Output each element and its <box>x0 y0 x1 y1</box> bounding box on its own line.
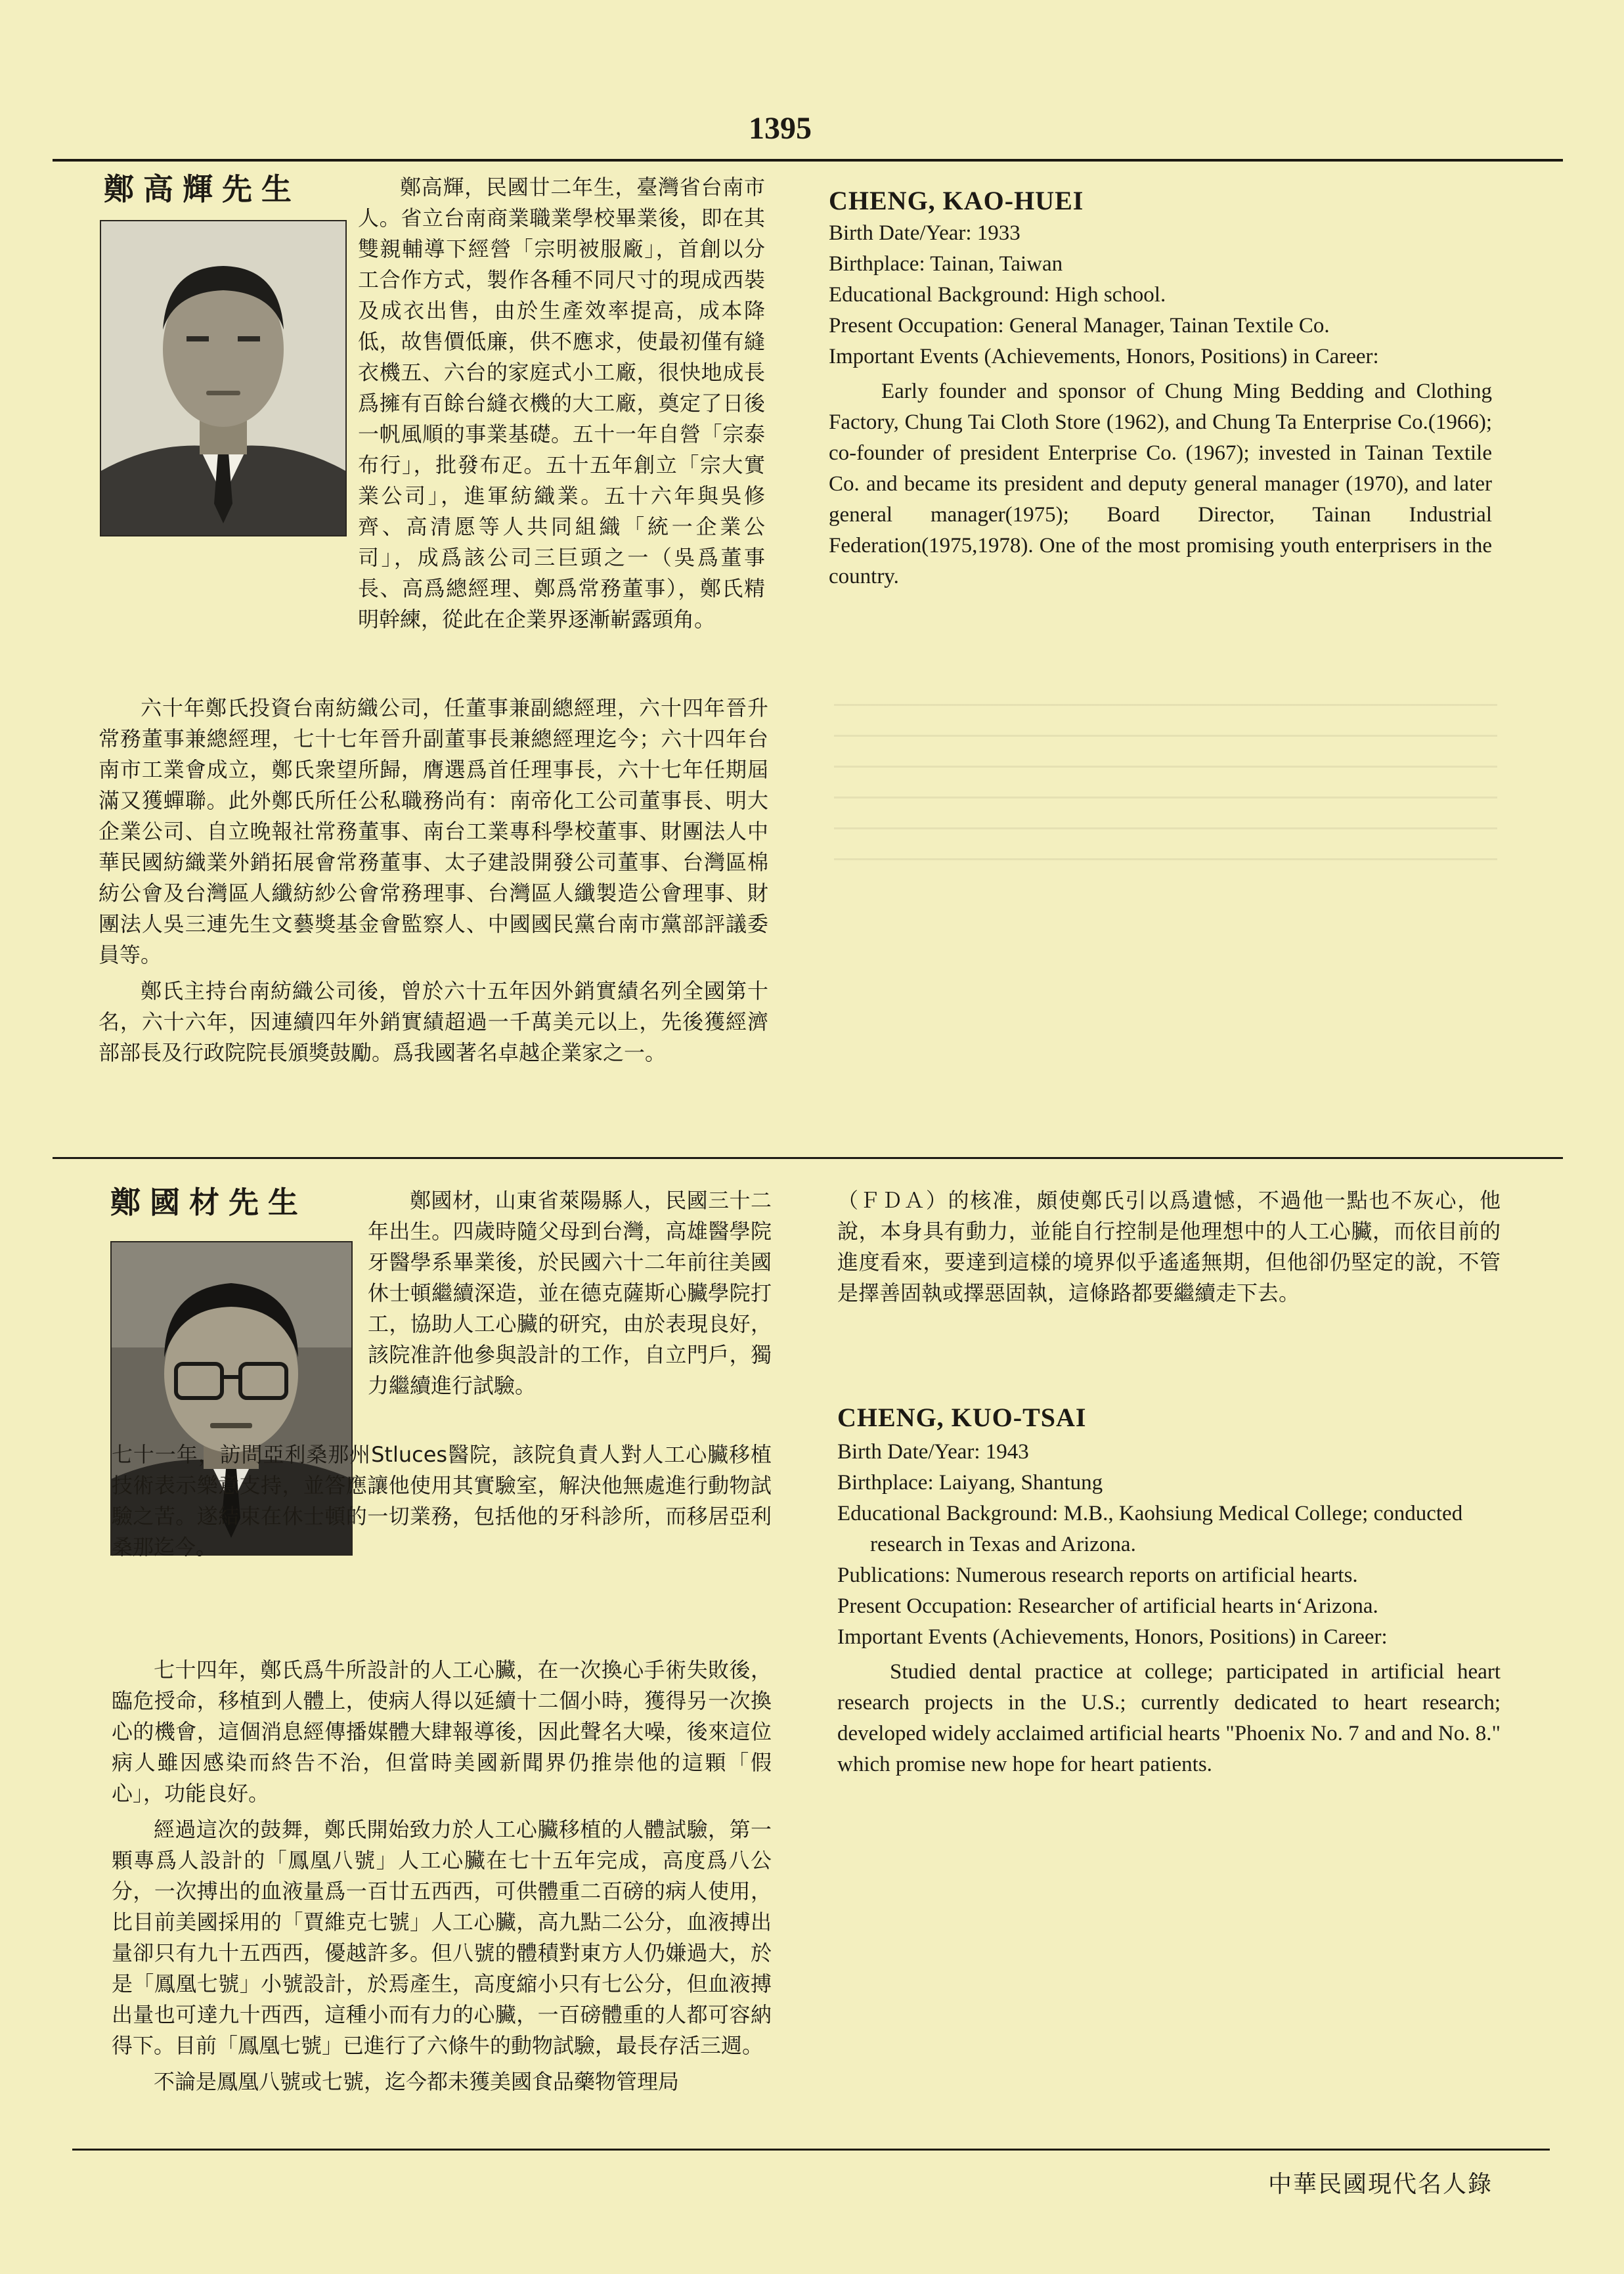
entry1-english-name: CHENG, KAO-HUEI <box>829 186 1084 215</box>
entry1-chinese-paragraph: 鄭氏主持台南紡織公司後，曾於六十五年因外銷實績名列全國第十名，六十六年，因連續四年外銷實績超過一千萬美元以上，先後獲經濟部部長及行政院院長頒獎鼓勵。爲我國著名卓越企業家之一。 <box>99 978 768 1065</box>
entry2-birth-date: Birth Date/Year: 1943 <box>837 1440 1029 1464</box>
entry2-chinese-paragraph: 七十四年，鄭氏爲牛所設計的人工心臟，在一次換心手術失敗後，臨危授命，移植到人體上，使病人得以延續十二個小時，獲得另一次換心的機會，這個消息經傳播媒體大肆報導後，因此聲名大噪，後來這位病人雖因感染而終告不治，但當時美國新聞界仍推崇他的這顆「假心」，功能良好。 <box>112 1657 772 1806</box>
entry2-events-text: Studied dental practice at college; participated in artificial heart research projects in the U.S.; currently dedicated to heart research; developed widely acclaimed artificial hearts "Phoenix No. 7 and and No. 8." which promise new hope for heart patients. <box>837 1660 1501 1776</box>
entry2-chinese-second: 七十一年，訪問亞利桑那州Stluces醫院，該院負責人對人工心臟移植技術表示樂意支持，並答應讓他使用其實驗室，解決他無處進行動物試驗之苦。遂結束在休士頓的一切業務，包括他的牙科診所，而移居亞利桑那迄今。 <box>112 1442 772 1560</box>
entry2-chinese-paragraph: 不論是鳳凰八號或七號，迄今都未獲美國食品藥物管理局 <box>154 2069 680 2094</box>
entry2-chinese-body <box>112 1655 772 2097</box>
entry2-publications: Publications: Numerous research reports on artificial hearts. <box>837 1563 1358 1587</box>
entry2-chinese-intro: 鄭國材，山東省萊陽縣人，民國三十二年出生。四歲時隨父母到台灣，高雄醫學院牙醫學系畢業後，於民國六十二年前往美國休士頓繼續深造，並在德克薩斯心臟學院打工，協助人工心臟的研究，由於表現良好，該院准許他參與設計的工作，自立門戶，獨力繼續進行試驗。 <box>368 1188 772 1398</box>
entry2-english-name: CHENG, KUO-TSAI <box>837 1403 1087 1432</box>
footer-book-title: 中華民國現代名人錄 <box>1267 2171 1493 2198</box>
middle-rule <box>53 1157 1563 1159</box>
entry1-birthplace: Birthplace: Tainan, Taiwan <box>829 252 1063 276</box>
page-number: 1395 <box>749 111 812 146</box>
entry2-events-label: Important Events (Achievements, Honors, Positions) in Career: <box>837 1625 1388 1649</box>
bleed-through-texture <box>834 689 1497 860</box>
entry1-birth-date: Birth Date/Year: 1933 <box>829 221 1020 245</box>
entry1-english-details <box>829 218 1492 592</box>
entry1-events-label: Important Events (Achievements, Honors, Positions) in Career: <box>829 345 1379 368</box>
entry1-chinese-paragraph: 六十年鄭氏投資台南紡織公司，任董事兼副總經理，六十四年晉升常務董事兼總經理，七十七年晉升副董事長兼總經理迄今；六十四年台南市工業會成立，鄭氏衆望所歸，膺選爲首任理事長，六十七年任期屆滿又獲蟬聯。此外鄭氏所任公私職務尚有：南帝化工公司董事長、明大企業公司、自立晚報社常務董事、南台工業專科學校董事、財團法人中華民國紡織業外銷拓展會常務董事、太子建設開發公司董事、台灣區棉紡公會及台灣區人纖紡紗公會常務理事、台灣區人纖製造公會理事、財團法人吳三連先生文藝獎基金會監察人、中國國民黨台南市黨部評議委員等。 <box>99 695 768 967</box>
entry1-chinese-body <box>99 693 768 1068</box>
entry1-occupation: Present Occupation: General Manager, Tainan Textile Co. <box>829 314 1330 338</box>
entry1-events-text: Early founder and sponsor of Chung Ming Bedding and Clothing Factory, Chung Tai Cloth Store (1962), and Chung Ta Enterprise Co.(1966); co-founder of president Enterprise Co. (1967); invested in Tainan Textile Co. and became its president and deputy general manager (1970), and later general manager(1975); Board Director, Tainan Industrial Federation(1975,1978). One of the most promising youth enterprisers in the country. <box>829 380 1492 588</box>
entry2-education: Educational Background: M.B., Kaohsiung Medical College; conducted research in Texas and Arizona. <box>837 1502 1463 1556</box>
entry2-chinese-continuation: （ＦＤＡ）的核准，頗使鄭氏引以爲遺憾，不過他一點也不灰心，他說，本身具有動力，並能自行控制是他理想中的人工心臟，而依目前的進度看來，要達到這樣的境界似乎遙遙無期，但他卻仍堅定的說，不管是擇善固執或擇惡固執，這條路都要繼續走下去。 <box>837 1188 1501 1305</box>
entry2-occupation: Present Occupation: Researcher of artificial hearts in‘Arizona. <box>837 1594 1378 1618</box>
entry2-chinese-name: 鄭國材先生 <box>110 1185 307 1220</box>
entry1-education: Educational Background: High school. <box>829 283 1166 307</box>
entry1-portrait-photo <box>100 220 347 536</box>
entry1-chinese-intro: 鄭高輝，民國廿二年生，臺灣省台南市人。省立台南商業職業學校畢業後，即在其雙親輔導下經營「宗明被服廠」，首創以分工合作方式，製作各種不同尺寸的現成西裝及成衣出售，由於生產效率提高，成本降低，故售價低廉，供不應求，使最初僅有縫衣機五、六台的家庭式小工廠，很快地成長爲擁有百餘台縫衣機的大工廠，奠定了日後一帆風順的事業基礎。五十一年自營「宗泰布行」，批發布疋。五十五年創立「宗大實業公司」，進軍紡織業。五十六年與吳修齊、高清愿等人共同組織「統一企業公司」，成爲該公司三巨頭之一（吳爲董事長、高爲總經理、鄭爲常務董事），鄭氏精明幹練，從此在企業界逐漸嶄露頭角。 <box>358 175 765 632</box>
bottom-rule <box>72 2149 1550 2151</box>
entry2-birthplace: Birthplace: Laiyang, Shantung <box>837 1471 1103 1495</box>
entry2-english-details <box>837 1437 1501 1780</box>
entry1-chinese-name: 鄭高輝先生 <box>104 171 301 207</box>
top-rule <box>53 159 1563 162</box>
entry2-chinese-paragraph: 經過這次的鼓舞，鄭氏開始致力於人工心臟移植的人體試驗，第一顆專爲人設計的「鳳凰八號」人工心臟在七十五年完成，高度爲八公分，一次搏出的血液量爲一百廿五西西，可供體重二百磅的病人使用，比目前美國採用的「賈維克七號」人工心臟，高九點二公分，血液搏出量卻只有九十五西西，優越許多。但八號的體積對東方人仍嫌過大，於是「鳳凰七號」小號設計，於焉產生，高度縮小只有七公分，但血液搏出量也可達九十西西，這種小而有力的心臟，一百磅體重的人都可容納得下。目前「鳳凰七號」已進行了六條牛的動物試驗，最長存活三週。 <box>112 1817 772 2058</box>
